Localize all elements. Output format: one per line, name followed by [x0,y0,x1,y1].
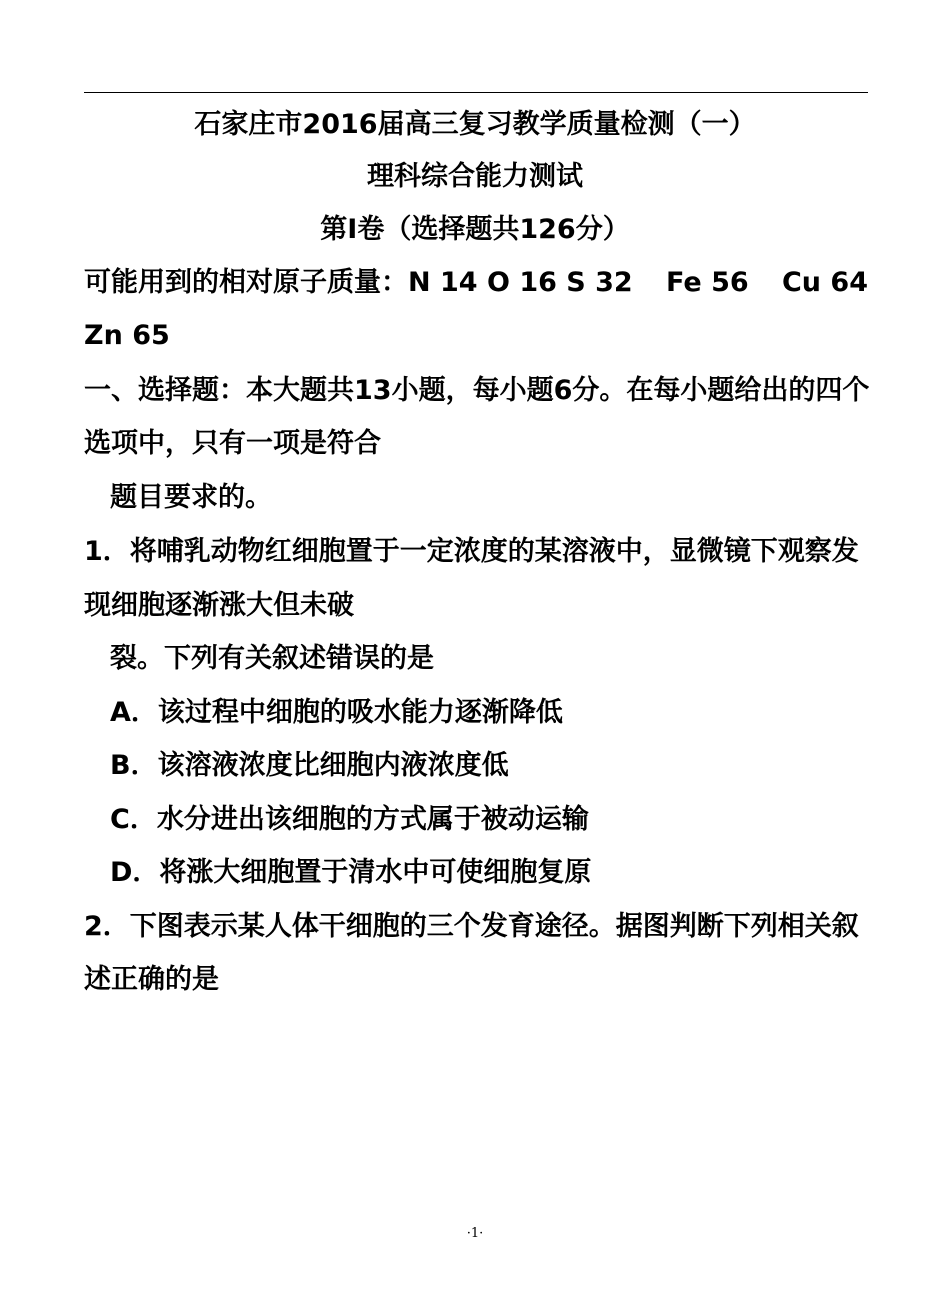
instructions-line-3: 题目要求的。 [110,482,272,513]
page-number: ·1· [466,1226,484,1241]
exam-title: 石家庄市2016届高三复习教学质量检测（一） [194,109,756,140]
question-1-option-c: C．水分进出该细胞的方式属于被动运输 [110,804,589,835]
question-2-stem-line-1: 2．下图表示某人体干细胞的三个发育途径。据图判断下列相关叙 [84,911,859,942]
top-rule [84,92,868,93]
section-heading: 第Ⅰ卷（选择题共126分） [320,214,630,245]
question-1-option-b: B．该溶液浓度比细胞内液浓度低 [110,750,509,781]
atomic-mass-line [84,266,868,300]
question-1-stem-line-2: 现细胞逐渐涨大但未破 [84,590,354,621]
question-1-stem-line-3: 裂。下列有关叙述错误的是 [110,643,434,674]
question-1-option-d: D．将涨大细胞置于清水中可使细胞复原 [110,857,592,888]
atomic-mass-zn: Zn 65 [84,320,170,351]
question-1-stem-line-1: 1．将哺乳动物红细胞置于一定浓度的某溶液中，显微镜下观察发 [84,536,859,567]
instructions-line-1: 一、选择题：本大题共13小题，每小题6分。在每小题给出的四个 [84,375,870,406]
atomic-mass-cu: Cu 64 [781,267,868,298]
atomic-mass-prefix: 可能用到的相对原子质量：N 14 O 16 S 32 [84,267,633,298]
instructions-line-2: 选项中，只有一项是符合 [84,428,381,459]
question-2-stem-line-2: 述正确的是 [84,964,219,995]
exam-subtitle: 理科综合能力测试 [367,161,583,192]
atomic-mass-fe: Fe 56 [666,267,749,298]
question-1-option-a: A．该过程中细胞的吸水能力逐渐降低 [110,697,563,728]
